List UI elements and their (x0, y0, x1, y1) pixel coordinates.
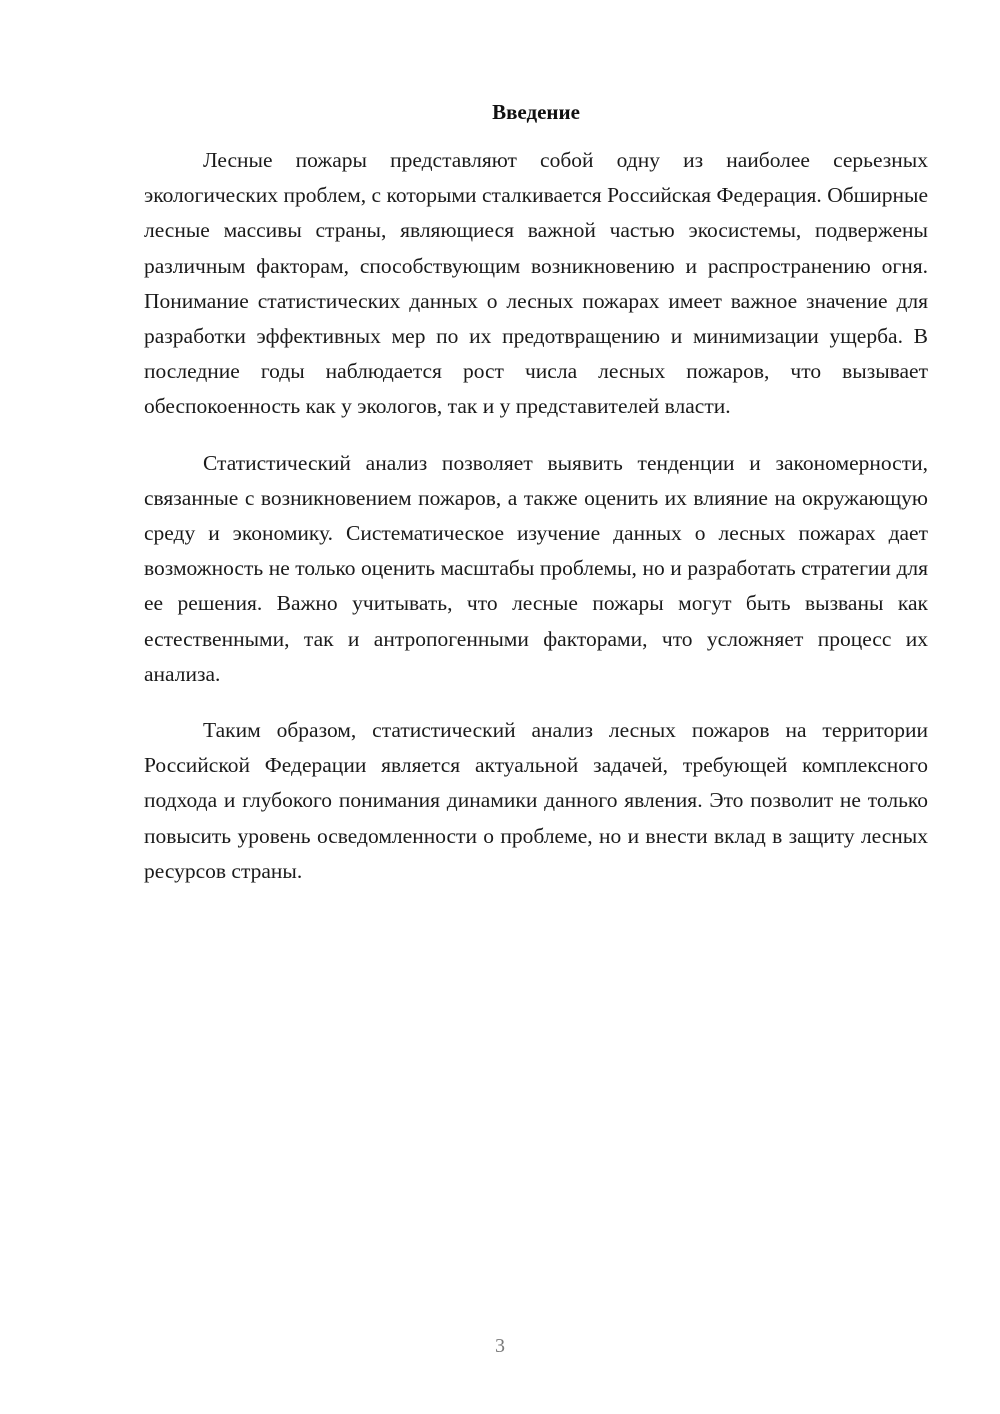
paragraph-1: Лесные пожары представляют собой одну из наиболее серьезных экологических проблем, с которыми сталкивается Российская Федерация. Обширные лесные массивы страны, являющиеся важной частью экосистемы, подвержены различным факторам, способствующим возникновению и распространению огня. Понимание статистических данных о лесных пожарах имеет важное значение для разработки эффективных мер по их предотвращению и минимизации ущерба. В последние годы наблюдается рост числа лесных пожаров, что вызывает обеспокоенность как у экологов, так и у представителей власти. (144, 148, 928, 419)
page-content (144, 95, 928, 910)
paragraph-2: Статистический анализ позволяет выявить тенденции и закономерности, связанные с возникновением пожаров, а также оценить их влияние на окружающую среду и экономику. Систематическое изучение данных о лесных пожарах дает возможность не только оценить масштабы проблемы, но и разработать стратегии для ее решения. Важно учитывать, что лесные пожары могут быть вызваны как естественными, так и антропогенными факторами, что усложняет процесс их анализа. (144, 450, 928, 686)
page-number: 3 (495, 1335, 505, 1357)
paragraph-3: Таким образом, статистический анализ лесных пожаров на территории Российской Федерации является актуальной задачей, требующей комплексного подхода и глубокого понимания динамики данного явления. Это позволит не только повысить уровень осведомленности о проблеме, но и внести вклад в защиту лесных ресурсов страны. (144, 718, 928, 883)
section-heading: Введение (492, 100, 580, 124)
